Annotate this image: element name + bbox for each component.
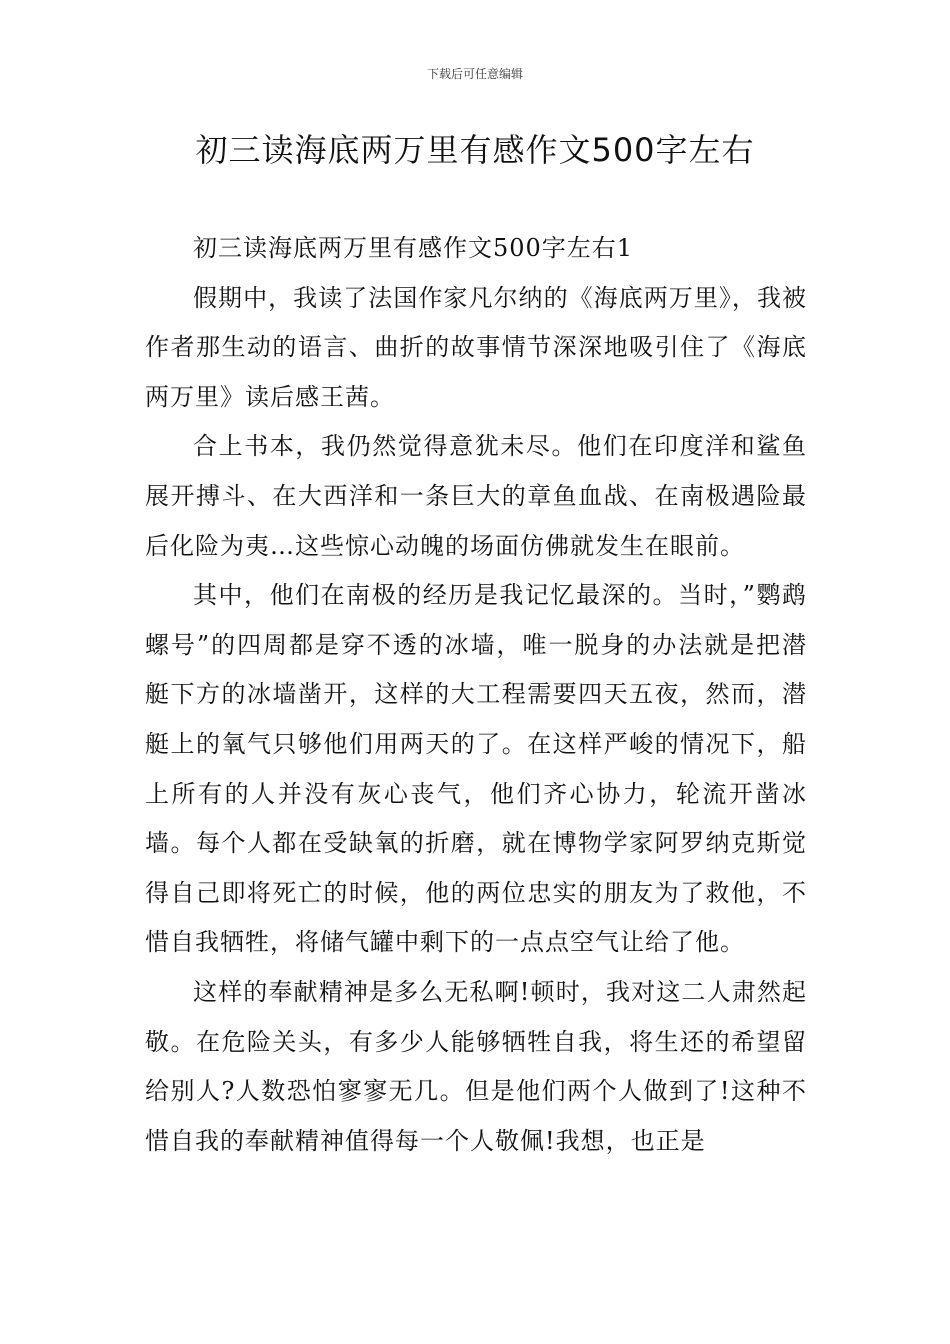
body-paragraph: 这样的奉献精神是多么无私啊!顿时，我对这二人肃然起敬。在危险关头，有多少人能够牺牲自我，将生还的希望留给别人?人数恐怕寥寥无几。但是他们两个人做到了!这种不惜自我的奉献精神值得每一个人敬佩!我想，也正是 xyxy=(145,977,807,1155)
document-body xyxy=(145,224,807,1166)
body-paragraph: 初三读海底两万里有感作文500字左右1 xyxy=(193,234,634,262)
body-paragraph: 合上书本，我仍然觉得意犹未尽。他们在印度洋和鲨鱼展开搏斗、在大西洋和一条巨大的章鱼血战、在南极遇险最后化险为夷…这些惊心动魄的场面仿佛就发生在眼前。 xyxy=(145,432,807,560)
body-paragraph: 假期中，我读了法国作家凡尔纳的《海底两万里》，我被作者那生动的语言、曲折的故事情节深深地吸引住了《海底两万里》读后感王茜。 xyxy=(145,283,807,411)
body-paragraph: 其中，他们在南极的经历是我记忆最深的。当时，”鹦鹉螺号”的四周都是穿不透的冰墙，唯一脱身的办法就是把潜艇下方的冰墙凿开，这样的大工程需要四天五夜，然而，潜艇上的氧气只够他们用两天的了。在这样严峻的情况下，船上所有的人并没有灰心丧气，他们齐心协力，轮流开凿冰墙。每个人都在受缺氧的折磨，就在博物学家阿罗纳克斯觉得自己即将死亡的时候，他的两位忠实的朋友为了救他，不惜自我牺牲，将储气罐中剩下的一点点空气让给了他。 xyxy=(145,581,807,957)
document-title: 初三读海底两万里有感作文500字左右 xyxy=(195,131,755,169)
header-note: 下载后可任意编辑 xyxy=(426,67,523,81)
